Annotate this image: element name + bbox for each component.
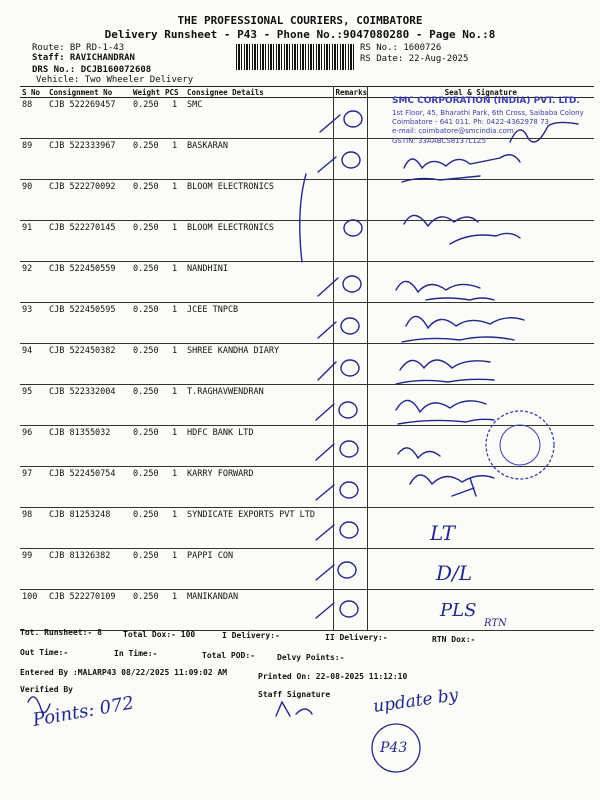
- cell-pcs: 1: [163, 385, 185, 426]
- cell-sno: 89: [20, 139, 47, 180]
- cell-sno: 94: [20, 344, 47, 385]
- cell-sno: 92: [20, 262, 47, 303]
- stamp-line-4: GSTIN: 33AABCS8137L1Z5: [392, 137, 487, 145]
- cell-consignee: SMC: [185, 98, 333, 139]
- cell-pcs: 1: [163, 590, 185, 631]
- cell-consignee: NANDHINI: [185, 262, 333, 303]
- cell-pcs: 1: [163, 262, 185, 303]
- cell-consignee: BASKARAN: [185, 139, 333, 180]
- cell-cons: CJB 522450382: [47, 344, 131, 385]
- cell-pcs: 1: [163, 98, 185, 139]
- printed-on: Printed On: 22-08-2025 11:12:10: [258, 672, 408, 681]
- cell-consignee: T.RAGHAVWENDRAN: [185, 385, 333, 426]
- runsheet-subtitle: Delivery Runsheet - P43 - Phone No.:9047080280 - Page No.:8: [104, 28, 496, 41]
- cell-cons: CJB 81326382: [47, 549, 131, 590]
- cell-sno: 97: [20, 467, 47, 508]
- route: Route: BP RD-1-43: [32, 43, 125, 53]
- cell-sno: 93: [20, 303, 47, 344]
- cell-cons: CJB 522333967: [47, 139, 131, 180]
- verified-by: Verified By: [20, 685, 73, 694]
- note-rtn: RTN: [484, 618, 507, 629]
- cell-pcs: 1: [163, 180, 185, 221]
- cell-weight: 0.250: [131, 262, 163, 303]
- in-time: In Time:-: [114, 649, 158, 658]
- cell-consignee: PAPPI CON: [185, 549, 333, 590]
- cell-cons: CJB 81355032: [47, 426, 131, 467]
- cell-sno: 91: [20, 221, 47, 262]
- total-pod: Total POD:-: [202, 651, 255, 660]
- cell-pcs: 1: [163, 549, 185, 590]
- cell-cons: CJB 522450754: [47, 467, 131, 508]
- cell-cons: CJB 522450559: [47, 262, 131, 303]
- col-sno: S No: [20, 87, 47, 98]
- cell-sno: 96: [20, 426, 47, 467]
- cell-sno: 98: [20, 508, 47, 549]
- staff: Staff: RAVICHANDRAN: [32, 53, 135, 63]
- cell-consignee: SYNDICATE EXPORTS PVT LTD: [185, 508, 333, 549]
- note-lt: LT: [430, 521, 455, 545]
- remark-marks: [300, 111, 362, 618]
- stamp-line-2: Coimbatore - 641 011. Ph: 0422-4362978 73: [392, 118, 549, 126]
- cell-cons: CJB 522270092: [47, 180, 131, 221]
- col-remarks: Remarks: [333, 87, 367, 98]
- cell-weight: 0.250: [131, 590, 163, 631]
- cell-pcs: 1: [163, 426, 185, 467]
- cell-cons: CJB 522450595: [47, 303, 131, 344]
- cell-consignee: JCEE TNPCB: [185, 303, 333, 344]
- col-consignment: Consignment No: [47, 87, 131, 98]
- p43-note: P43: [380, 740, 408, 756]
- cell-pcs: 1: [163, 221, 185, 262]
- col-seal: Seal & Signature: [367, 87, 594, 98]
- delvy-points: Delvy Points:-: [277, 653, 345, 662]
- cell-weight: 0.250: [131, 303, 163, 344]
- cell-consignee: KARRY FORWARD: [185, 467, 333, 508]
- cell-pcs: 1: [163, 508, 185, 549]
- cell-consignee: BLOOM ELECTRONICS: [185, 221, 333, 262]
- out-time: Out Time:-: [20, 648, 69, 657]
- cell-weight: 0.250: [131, 180, 163, 221]
- stamp-company-name: SMC CORPORATION (INDIA) PVT. LTD.: [392, 96, 580, 106]
- cell-cons: CJB 522332004: [47, 385, 131, 426]
- cell-pcs: 1: [163, 467, 185, 508]
- cell-cons: CJB 81253248: [47, 508, 131, 549]
- cell-consignee: MANIKANDAN: [185, 590, 333, 631]
- tot-runsheet: Tot. Runsheet:- 8: [20, 628, 102, 637]
- company-title: THE PROFESSIONAL COURIERS, COIMBATORE: [177, 14, 423, 27]
- staff-signature: Staff Signature: [258, 690, 331, 699]
- cell-pcs: 1: [163, 139, 185, 180]
- col-weight: Weight: [131, 87, 163, 98]
- cell-weight: 0.250: [131, 221, 163, 262]
- cell-weight: 0.250: [131, 467, 163, 508]
- rtn-dox: RTN Dox:-: [432, 635, 476, 644]
- ii-delivery: II Delivery:-: [325, 633, 388, 642]
- col-consignee: Consignee Details: [185, 87, 333, 98]
- cell-pcs: 1: [163, 303, 185, 344]
- cell-cons: CJB 522270109: [47, 590, 131, 631]
- cell-sno: 99: [20, 549, 47, 590]
- entered-by: Entered By :MALARP43 08/22/2025 11:09:02 AM: [20, 668, 228, 677]
- cell-sno: 90: [20, 180, 47, 221]
- cell-sno: 100: [20, 590, 47, 631]
- drs-no: DRS No.: DCJB160072608: [32, 65, 152, 75]
- cell-sno: 95: [20, 385, 47, 426]
- vehicle: Vehicle: Two Wheeler Delivery: [36, 75, 194, 85]
- cell-sno: 88: [20, 98, 47, 139]
- cell-weight: 0.250: [131, 426, 163, 467]
- cell-weight: 0.250: [131, 98, 163, 139]
- total-dox: Total Dox:- 100: [123, 630, 196, 639]
- cell-consignee: HDFC BANK LTD: [185, 426, 333, 467]
- stamp-line-1: 1st Floor, 45, Bharathi Park, 6th Cross, Saibaba Colony: [392, 109, 584, 117]
- cell-cons: CJB 522270145: [47, 221, 131, 262]
- bank-seal-stamp: [486, 411, 554, 479]
- staff-signature-scribble: [276, 702, 312, 716]
- cell-consignee: SHREE KANDHA DIARY: [185, 344, 333, 385]
- cell-cons: CJB 522269457: [47, 98, 131, 139]
- rs-no: RS No.: 1600726: [360, 43, 442, 53]
- note-pls: PLS: [440, 600, 477, 621]
- points-note: Points: 072: [31, 692, 136, 731]
- cell-weight: 0.250: [131, 385, 163, 426]
- i-delivery: I Delivery:-: [222, 631, 280, 640]
- cell-weight: 0.250: [131, 344, 163, 385]
- cell-weight: 0.250: [131, 549, 163, 590]
- cell-consignee: BLOOM ELECTRONICS: [185, 180, 333, 221]
- cell-weight: 0.250: [131, 139, 163, 180]
- note-dl: D/L: [436, 561, 473, 585]
- rs-date: RS Date: 22-Aug-2025: [360, 54, 469, 64]
- update-note: update by: [371, 685, 460, 717]
- stamp-line-3: e-mail: coimbatore@smcindia.com: [392, 127, 514, 135]
- cell-weight: 0.250: [131, 508, 163, 549]
- cell-pcs: 1: [163, 344, 185, 385]
- col-pcs: PCS: [163, 87, 185, 98]
